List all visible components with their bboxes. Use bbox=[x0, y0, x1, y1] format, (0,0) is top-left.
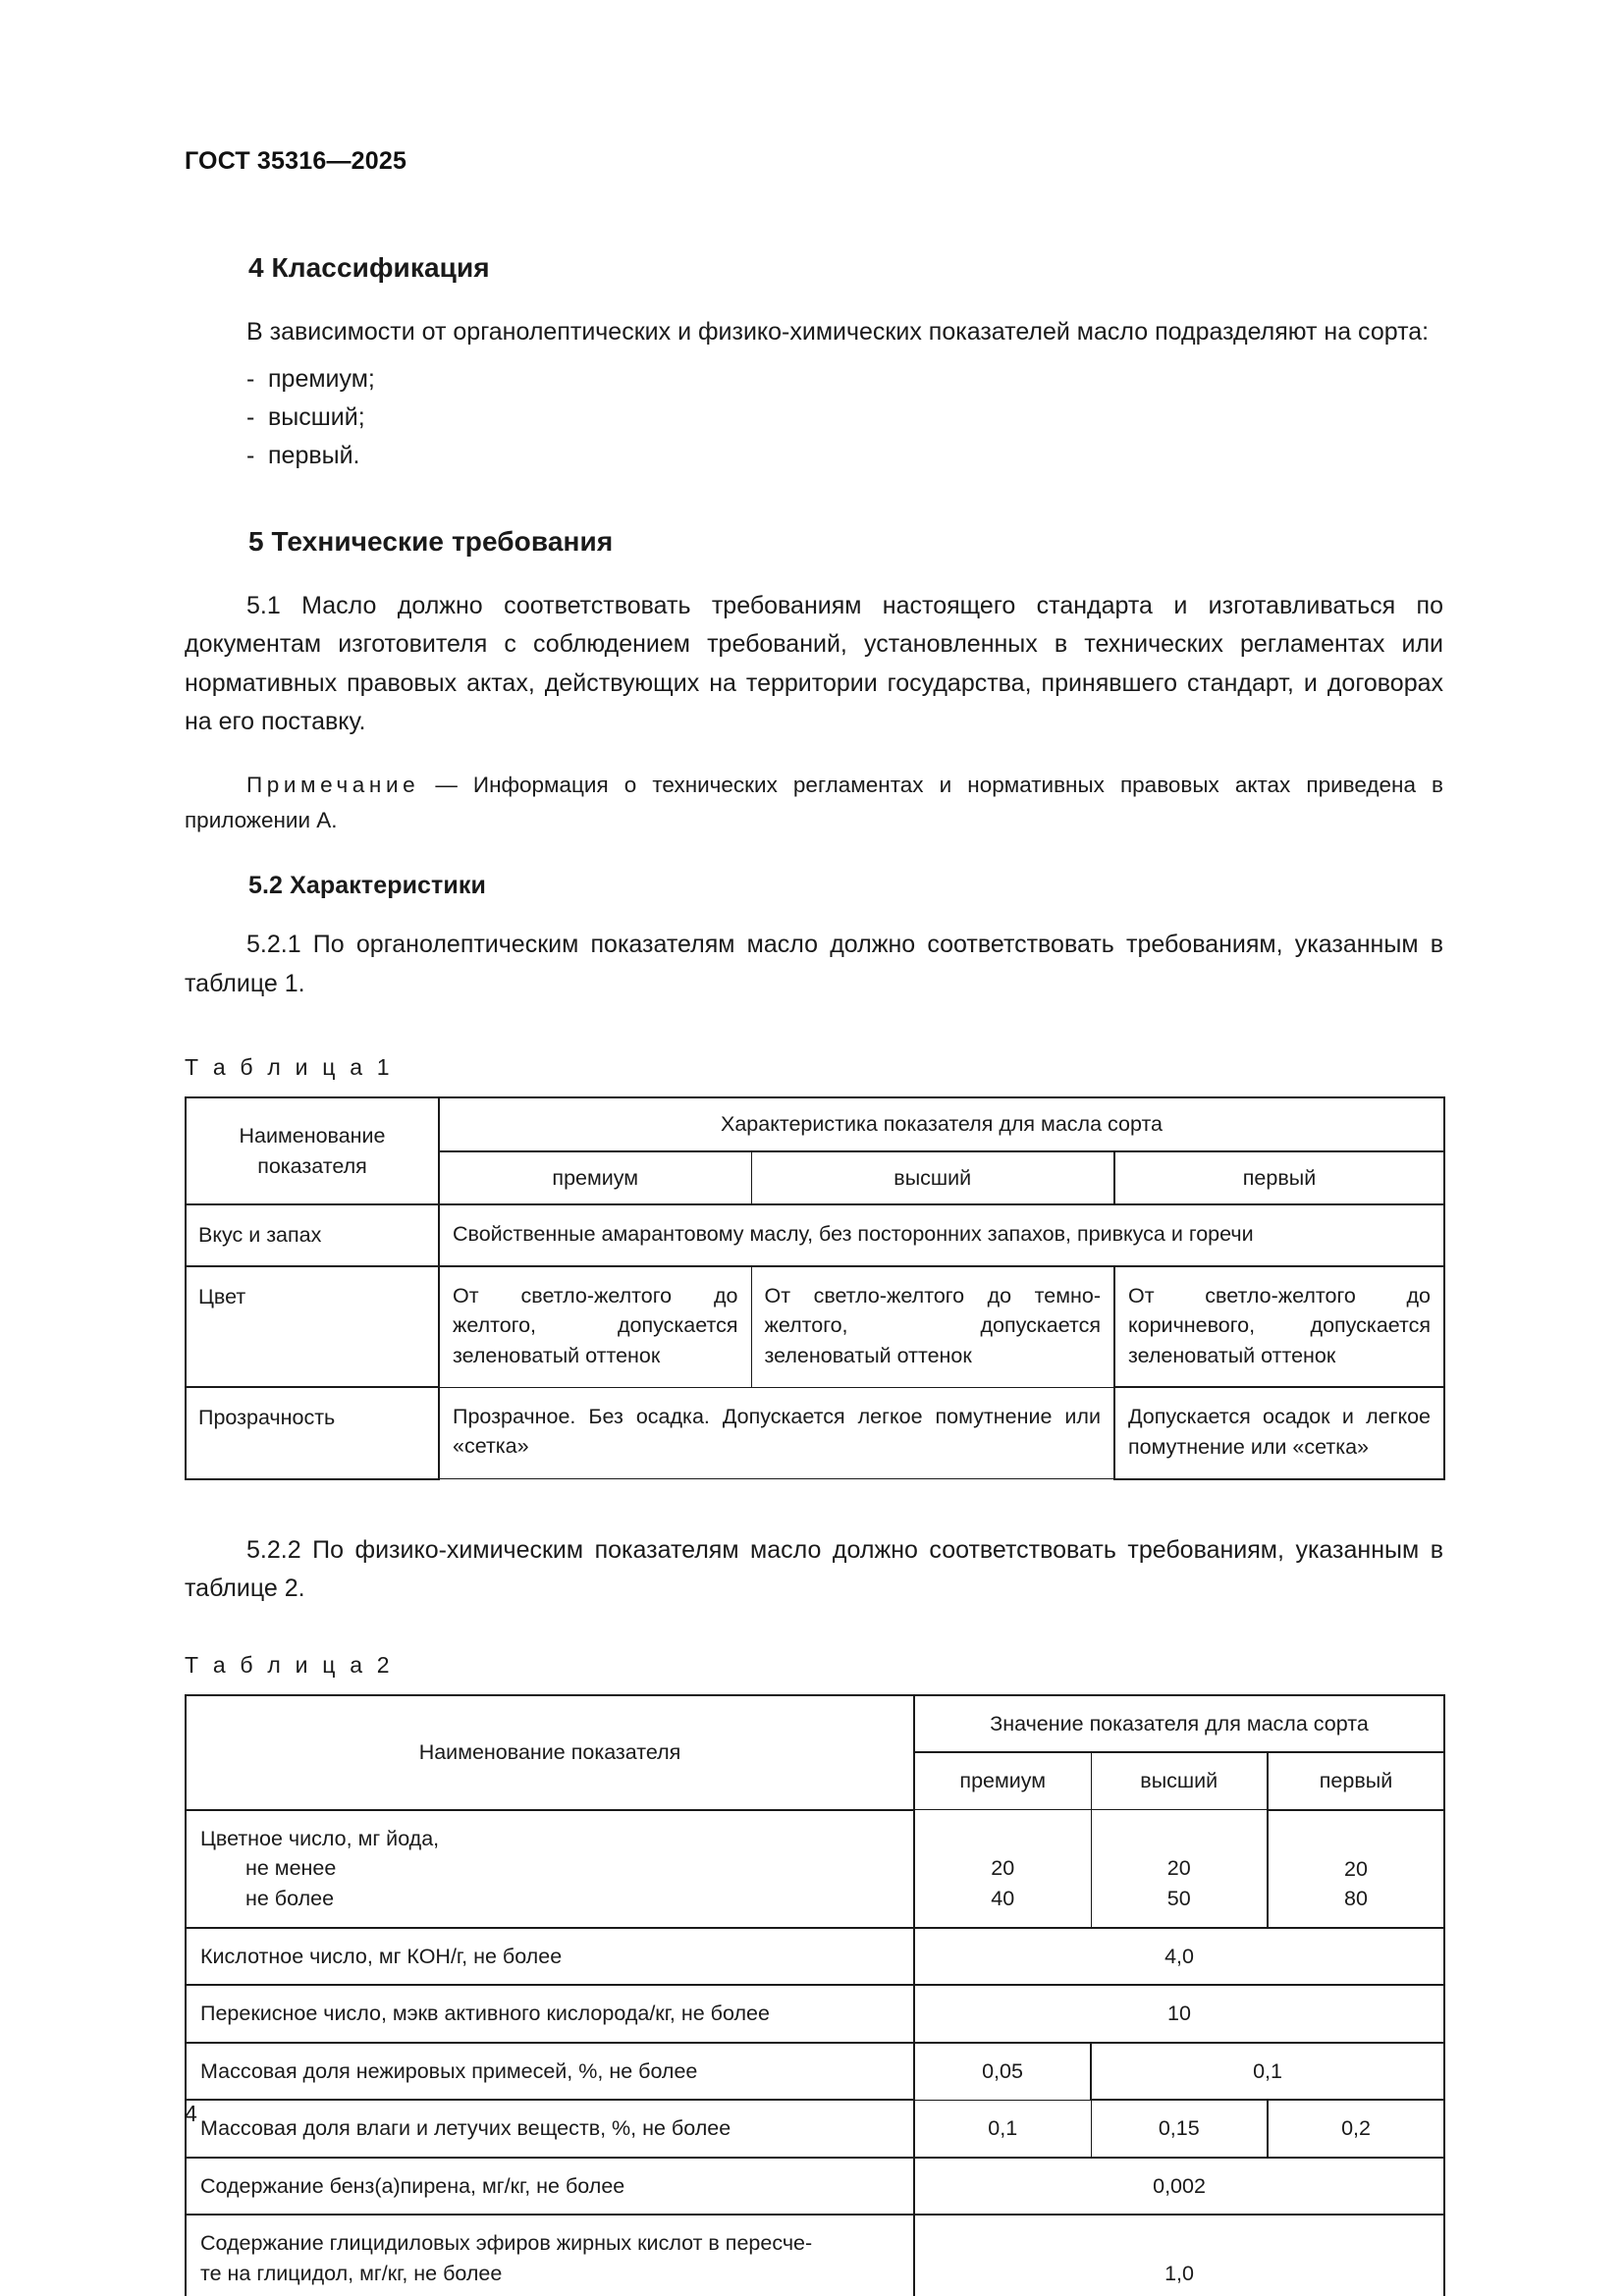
table-2-row-name: Массовая доля нежировых примесей, %, не более bbox=[186, 2043, 914, 2101]
grade-list bbox=[185, 360, 1443, 475]
section-4 bbox=[248, 252, 1443, 284]
list-item bbox=[185, 437, 1443, 475]
table-2-cell-perviy bbox=[1268, 1810, 1444, 1928]
indicator-sub-min: не менее bbox=[245, 1856, 337, 1881]
table-1-row-name: Вкус и запах bbox=[186, 1204, 439, 1266]
table-1-row-value-all: Свойственные амарантовому маслу, без посторонних запахов, привкуса и горечи bbox=[439, 1204, 1444, 1266]
table-2-header-grade-perviy: первый bbox=[1268, 1752, 1444, 1810]
spacer bbox=[185, 1011, 1443, 1054]
subsection-5-2-title: 5.2 Характеристики bbox=[248, 872, 486, 900]
table-2-cell-all: 0,002 bbox=[914, 2158, 1444, 2216]
table-row bbox=[186, 2100, 1444, 2158]
value-max: 80 bbox=[1344, 1887, 1368, 1911]
table-row bbox=[186, 2215, 1444, 2296]
blank-line bbox=[929, 1823, 1077, 1853]
page-number: 4 bbox=[185, 2101, 197, 2126]
table-2-header-group: Значение показателя для масла сорта bbox=[914, 1695, 1444, 1753]
table-header-row bbox=[186, 1695, 1444, 1753]
table-row bbox=[186, 1985, 1444, 2043]
table-row bbox=[186, 2043, 1444, 2101]
table-2-header-grade-premium: премиум bbox=[914, 1752, 1091, 1810]
indicator-sub-max: не более bbox=[245, 1886, 335, 1910]
indicator-line-1: Содержание глицидиловых эфиров жирных кислот в пересче- bbox=[200, 2231, 813, 2256]
note-body: — Информация о технических регламентах и нормативных правовых актах приведена в приложении А. bbox=[185, 772, 1443, 832]
list-item-label: высший; bbox=[268, 402, 365, 431]
note-label: Примечание bbox=[246, 772, 420, 797]
page-content bbox=[185, 147, 1443, 2296]
list-dash: - bbox=[246, 364, 255, 393]
paragraph-5-2-1: 5.2.1 По органолептическим показателям масло должно соответствовать требованиям, указанным в таблице 1. bbox=[185, 931, 1443, 997]
table-2-row-name bbox=[186, 1810, 914, 1928]
section-4-intro: В зависимости от органолептических и физико-химических показателей масло подразделяют на сорта: bbox=[246, 318, 1430, 346]
table-1-row-name: Цвет bbox=[186, 1266, 439, 1388]
indicator-main: Цветное число, мг йода, bbox=[200, 1826, 440, 1850]
section-5 bbox=[248, 526, 1443, 558]
running-head: ГОСТ 35316—2025 bbox=[185, 147, 407, 175]
list-item bbox=[185, 399, 1443, 437]
table-2-body bbox=[186, 1810, 1444, 2296]
table-1-row-name: Прозрачность bbox=[186, 1387, 439, 1478]
table-1-cell-premium-vysshiy: Прозрачное. Без осадка. Допускается легкое помутнение или «сетка» bbox=[439, 1387, 1114, 1478]
table-1 bbox=[185, 1096, 1445, 1479]
table-2-row-name: Содержание бенз(а)пирена, мг/кг, не более bbox=[186, 2158, 914, 2216]
list-item bbox=[185, 360, 1443, 399]
table-1-head bbox=[186, 1097, 1444, 1204]
value-min: 20 bbox=[1166, 1856, 1191, 1881]
spacer bbox=[185, 1480, 1443, 1531]
table-2-cell-all: 4,0 bbox=[914, 1928, 1444, 1986]
table-2-row-name: Кислотное число, мг КОН/г, не более bbox=[186, 1928, 914, 1986]
table-2-cell-all: 10 bbox=[914, 1985, 1444, 2043]
spacer bbox=[185, 838, 1443, 872]
table-2 bbox=[185, 1694, 1445, 2296]
table-1-header-grade-vysshiy: высший bbox=[751, 1151, 1114, 1205]
table-row bbox=[186, 2158, 1444, 2216]
table-2-cell-premium: 0,05 bbox=[914, 2043, 1091, 2101]
table-2-head bbox=[186, 1695, 1444, 1810]
table-1-header-grade-perviy: первый bbox=[1114, 1151, 1444, 1205]
value-min: 20 bbox=[1344, 1856, 1368, 1881]
table-2-cell-vysshiy-perviy: 0,1 bbox=[1091, 2043, 1444, 2101]
blank-line bbox=[1106, 1823, 1254, 1853]
table-2-cell-all: 1,0 bbox=[914, 2215, 1444, 2296]
table-row bbox=[186, 1204, 1444, 1266]
list-dash: - bbox=[246, 441, 255, 469]
table-2-header-grade-vysshiy: высший bbox=[1091, 1752, 1268, 1810]
table-1-cell-premium: От светло-желтого до желтого, допускается зеленоватый оттенок bbox=[439, 1266, 751, 1388]
table-1-cell-perviy: От светло-желтого до коричневого, допускается зеленоватый оттенок bbox=[1114, 1266, 1444, 1388]
value-max: 50 bbox=[1166, 1886, 1191, 1910]
indicator-line-2: те на глицидол, мг/кг, не более bbox=[200, 2261, 503, 2285]
table-2-caption: Т а б л и ц а 2 bbox=[185, 1651, 394, 1678]
spacer bbox=[185, 475, 1443, 526]
table-header-row bbox=[186, 1097, 1444, 1151]
table-2-cell-perviy: 0,2 bbox=[1268, 2100, 1444, 2158]
table-row bbox=[186, 1387, 1444, 1478]
table-2-row-name bbox=[186, 2215, 914, 2296]
table-2-cell-vysshiy bbox=[1091, 1810, 1268, 1928]
section-4-title: 4 Классификация bbox=[248, 252, 490, 283]
table-2-row-name: Массовая доля влаги и летучих веществ, %, не более bbox=[186, 2100, 914, 2158]
table-2-row-name: Перекисное число, мэкв активного кислорода/кг, не более bbox=[186, 1985, 914, 2043]
table-1-header-group: Характеристика показателя для масла сорта bbox=[439, 1097, 1444, 1151]
table-2-header-name: Наименование показателя bbox=[186, 1695, 914, 1810]
table-1-cell-perviy: Допускается осадок и легкое помутнение или «сетка» bbox=[1114, 1387, 1444, 1478]
table-1-header-grade-premium: премиум bbox=[439, 1151, 751, 1205]
table-2-cell-vysshiy: 0,15 bbox=[1091, 2100, 1268, 2158]
paragraph-5-2-2: 5.2.2 По физико-химическим показателям масло должно соответствовать требованиям, указанным в таблице 2. bbox=[185, 1535, 1443, 1602]
table-2-cell-premium bbox=[914, 1810, 1091, 1928]
value-max: 40 bbox=[991, 1886, 1015, 1910]
note-5-1 bbox=[185, 768, 1443, 839]
table-row bbox=[186, 1928, 1444, 1986]
table-1-header-name: Наименование показателя bbox=[186, 1097, 439, 1204]
list-dash: - bbox=[246, 402, 255, 431]
table-2-cell-premium: 0,1 bbox=[914, 2100, 1091, 2158]
list-item-label: первый. bbox=[268, 441, 360, 469]
table-1-caption: Т а б л и ц а 1 bbox=[185, 1054, 394, 1081]
spacer bbox=[185, 1609, 1443, 1652]
table-row bbox=[186, 1266, 1444, 1388]
table-1-body bbox=[186, 1204, 1444, 1478]
paragraph-5-1: 5.1 Масло должно соответствовать требованиям настоящего стандарта и изготавливаться по документам изготовителя с соблюдением требований, установленных в технических регламентах или нормативных правовых актах, действующих на территории государства, принявшего стандарт, и договорах на его поставку. bbox=[185, 591, 1443, 735]
spacer bbox=[185, 750, 1443, 768]
table-row bbox=[186, 1810, 1444, 1928]
section-5-title: 5 Технические требования bbox=[248, 525, 614, 557]
blank-line bbox=[1282, 1824, 1430, 1854]
value-min: 20 bbox=[991, 1856, 1015, 1881]
table-1-cell-vysshiy: От светло-желтого до темно-желтого, допускается зеленоватый оттенок bbox=[751, 1266, 1114, 1388]
subsection-5-2 bbox=[248, 872, 1443, 900]
list-item-label: премиум; bbox=[268, 364, 375, 393]
